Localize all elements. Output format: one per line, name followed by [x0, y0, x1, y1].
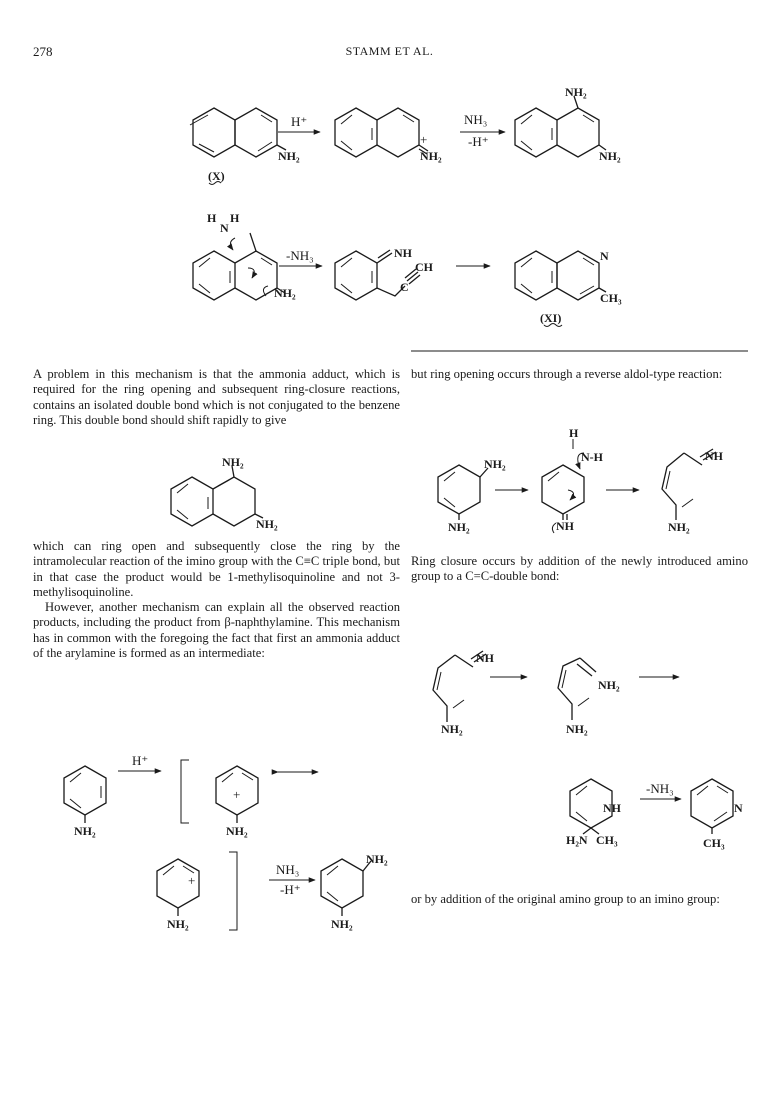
- svg-text:NH: NH: [476, 651, 494, 665]
- left-para-3: However, another mechanism can explain all the observed reaction products, including the product from β-naphthylamine. This mechanism has in common with the foregoing the fact that first an ammonia adduct of the arylamine is formed as an intermediate:: [33, 600, 400, 661]
- ring-opening-intermediate: [193, 211, 296, 300]
- ring-closure-intermediate: [558, 658, 620, 736]
- svg-text:-H⁺: -H⁺: [280, 882, 301, 897]
- cyclic-aminal: [566, 779, 622, 847]
- resonance-form-2: [157, 859, 199, 931]
- arrow-protonation: [278, 114, 320, 132]
- bracket-close: [229, 852, 237, 930]
- svg-text:NH₂: NH₂: [420, 149, 442, 163]
- compound-xi-label: (XI): [540, 311, 562, 325]
- svg-text:NH₂: NH₂: [331, 917, 353, 931]
- svg-text:NH₂: NH₂: [566, 722, 588, 736]
- svg-text:CH₃: CH₃: [596, 833, 618, 847]
- svg-text:NH₂: NH₂: [167, 917, 189, 931]
- right-para-3: or by addition of the original amino group to an imino group:: [411, 892, 720, 906]
- svg-text:NH₂: NH₂: [448, 520, 470, 534]
- page-number: 278: [33, 44, 53, 59]
- svg-text:NH₃: NH₃: [276, 862, 300, 877]
- svg-text:NH₂: NH₂: [74, 824, 96, 838]
- svg-text:H: H: [569, 426, 579, 440]
- arrow-aniline-ammonia-addition: [269, 862, 315, 897]
- protonated-naphthylamine: [335, 108, 442, 163]
- svg-text:H₂N: H₂N: [566, 833, 588, 847]
- svg-text:H⁺: H⁺: [132, 753, 149, 768]
- aniline: [64, 766, 106, 838]
- svg-text:NH₂: NH₂: [222, 455, 244, 469]
- svg-text:NH₂: NH₂: [565, 85, 587, 99]
- svg-text:N: N: [734, 801, 743, 815]
- svg-text:H: H: [230, 211, 240, 225]
- svg-text:NH₂: NH₂: [484, 457, 506, 471]
- svg-text:NH₂: NH₂: [599, 149, 621, 163]
- svg-text:C: C: [400, 280, 409, 294]
- arrow-ammonia-addition: [460, 112, 505, 149]
- amino-label: NH₂: [278, 149, 300, 163]
- svg-text:-NH₃: -NH₃: [646, 781, 674, 796]
- arrow-aniline-protonation: [118, 753, 161, 771]
- ring-opened-product: [662, 449, 724, 534]
- svg-text:N-H: N-H: [581, 450, 603, 464]
- svg-text:NH: NH: [603, 801, 621, 815]
- arrow-ammonia-loss: [279, 248, 322, 266]
- svg-text:NH₂: NH₂: [668, 520, 690, 534]
- left-para-1: A problem in this mechanism is that the ammonia adduct, which is required for the ring opening and subsequent ring-closure reactions, contains an isolated double bond which is not conjugated to the benzene ring. This double bond should shift rapidly to give: [33, 367, 400, 428]
- svg-text:H⁺: H⁺: [291, 114, 308, 129]
- svg-text:+: +: [233, 787, 241, 802]
- resonance-form-1: [216, 766, 258, 838]
- running-head: STAMM ET AL.: [345, 44, 434, 58]
- svg-text:NH₂: NH₂: [366, 852, 388, 866]
- ring-opening-step-2: [542, 426, 604, 533]
- svg-text:CH₃: CH₃: [703, 836, 725, 850]
- svg-text:NH: NH: [556, 519, 574, 533]
- svg-text:NH₂: NH₂: [274, 286, 296, 300]
- svg-text:CH: CH: [415, 260, 433, 274]
- svg-text:NH: NH: [705, 449, 723, 463]
- methylpyridine-product: [691, 779, 743, 850]
- svg-text:N: N: [600, 249, 609, 263]
- right-para-2: Ring closure occurs by addition of the newly introduced amino group to a C=C-double bond:: [411, 554, 748, 584]
- ring-closure-start: [433, 651, 495, 736]
- svg-text:NH₂: NH₂: [598, 678, 620, 692]
- open-chain-imine-alkyne: [335, 246, 434, 300]
- right-para-1: but ring opening occurs through a reverse aldol-type reaction:: [411, 367, 723, 381]
- bracket-open: [181, 760, 189, 823]
- svg-text:NH: NH: [394, 246, 412, 260]
- shifted-double-bond-diamine: [171, 455, 278, 531]
- svg-text:-H⁺: -H⁺: [468, 134, 489, 149]
- svg-text:NH₂: NH₂: [256, 517, 278, 531]
- left-para-2: which can ring open and subsequently close the ring by the intramolecular reaction of the imino group with the C≡C triple bond, but in that case the product would be 1-methylisoquinoline and not 3-methylisoquinoline.: [33, 539, 400, 600]
- svg-text:+: +: [420, 132, 428, 147]
- aniline-ammonia-adduct: [321, 852, 388, 931]
- compound-x-label: (X): [208, 169, 225, 183]
- svg-text:NH₃: NH₃: [464, 112, 488, 127]
- svg-text:N: N: [220, 221, 229, 235]
- svg-text:NH₂: NH₂: [226, 824, 248, 838]
- arrow-ammonia-elimination: [640, 781, 681, 799]
- ammonia-adduct-diamine: [515, 85, 621, 163]
- compound-xi-methylisoquinoline: [515, 249, 622, 327]
- svg-text:+: +: [188, 873, 196, 888]
- svg-text:H: H: [207, 211, 217, 225]
- svg-text:CH₃: CH₃: [600, 291, 622, 305]
- compound-x-naphthylamine: [190, 108, 300, 185]
- ring-opening-step-1: [438, 457, 506, 534]
- svg-text:-NH₃: -NH₃: [286, 248, 314, 263]
- svg-text:NH₂: NH₂: [441, 722, 463, 736]
